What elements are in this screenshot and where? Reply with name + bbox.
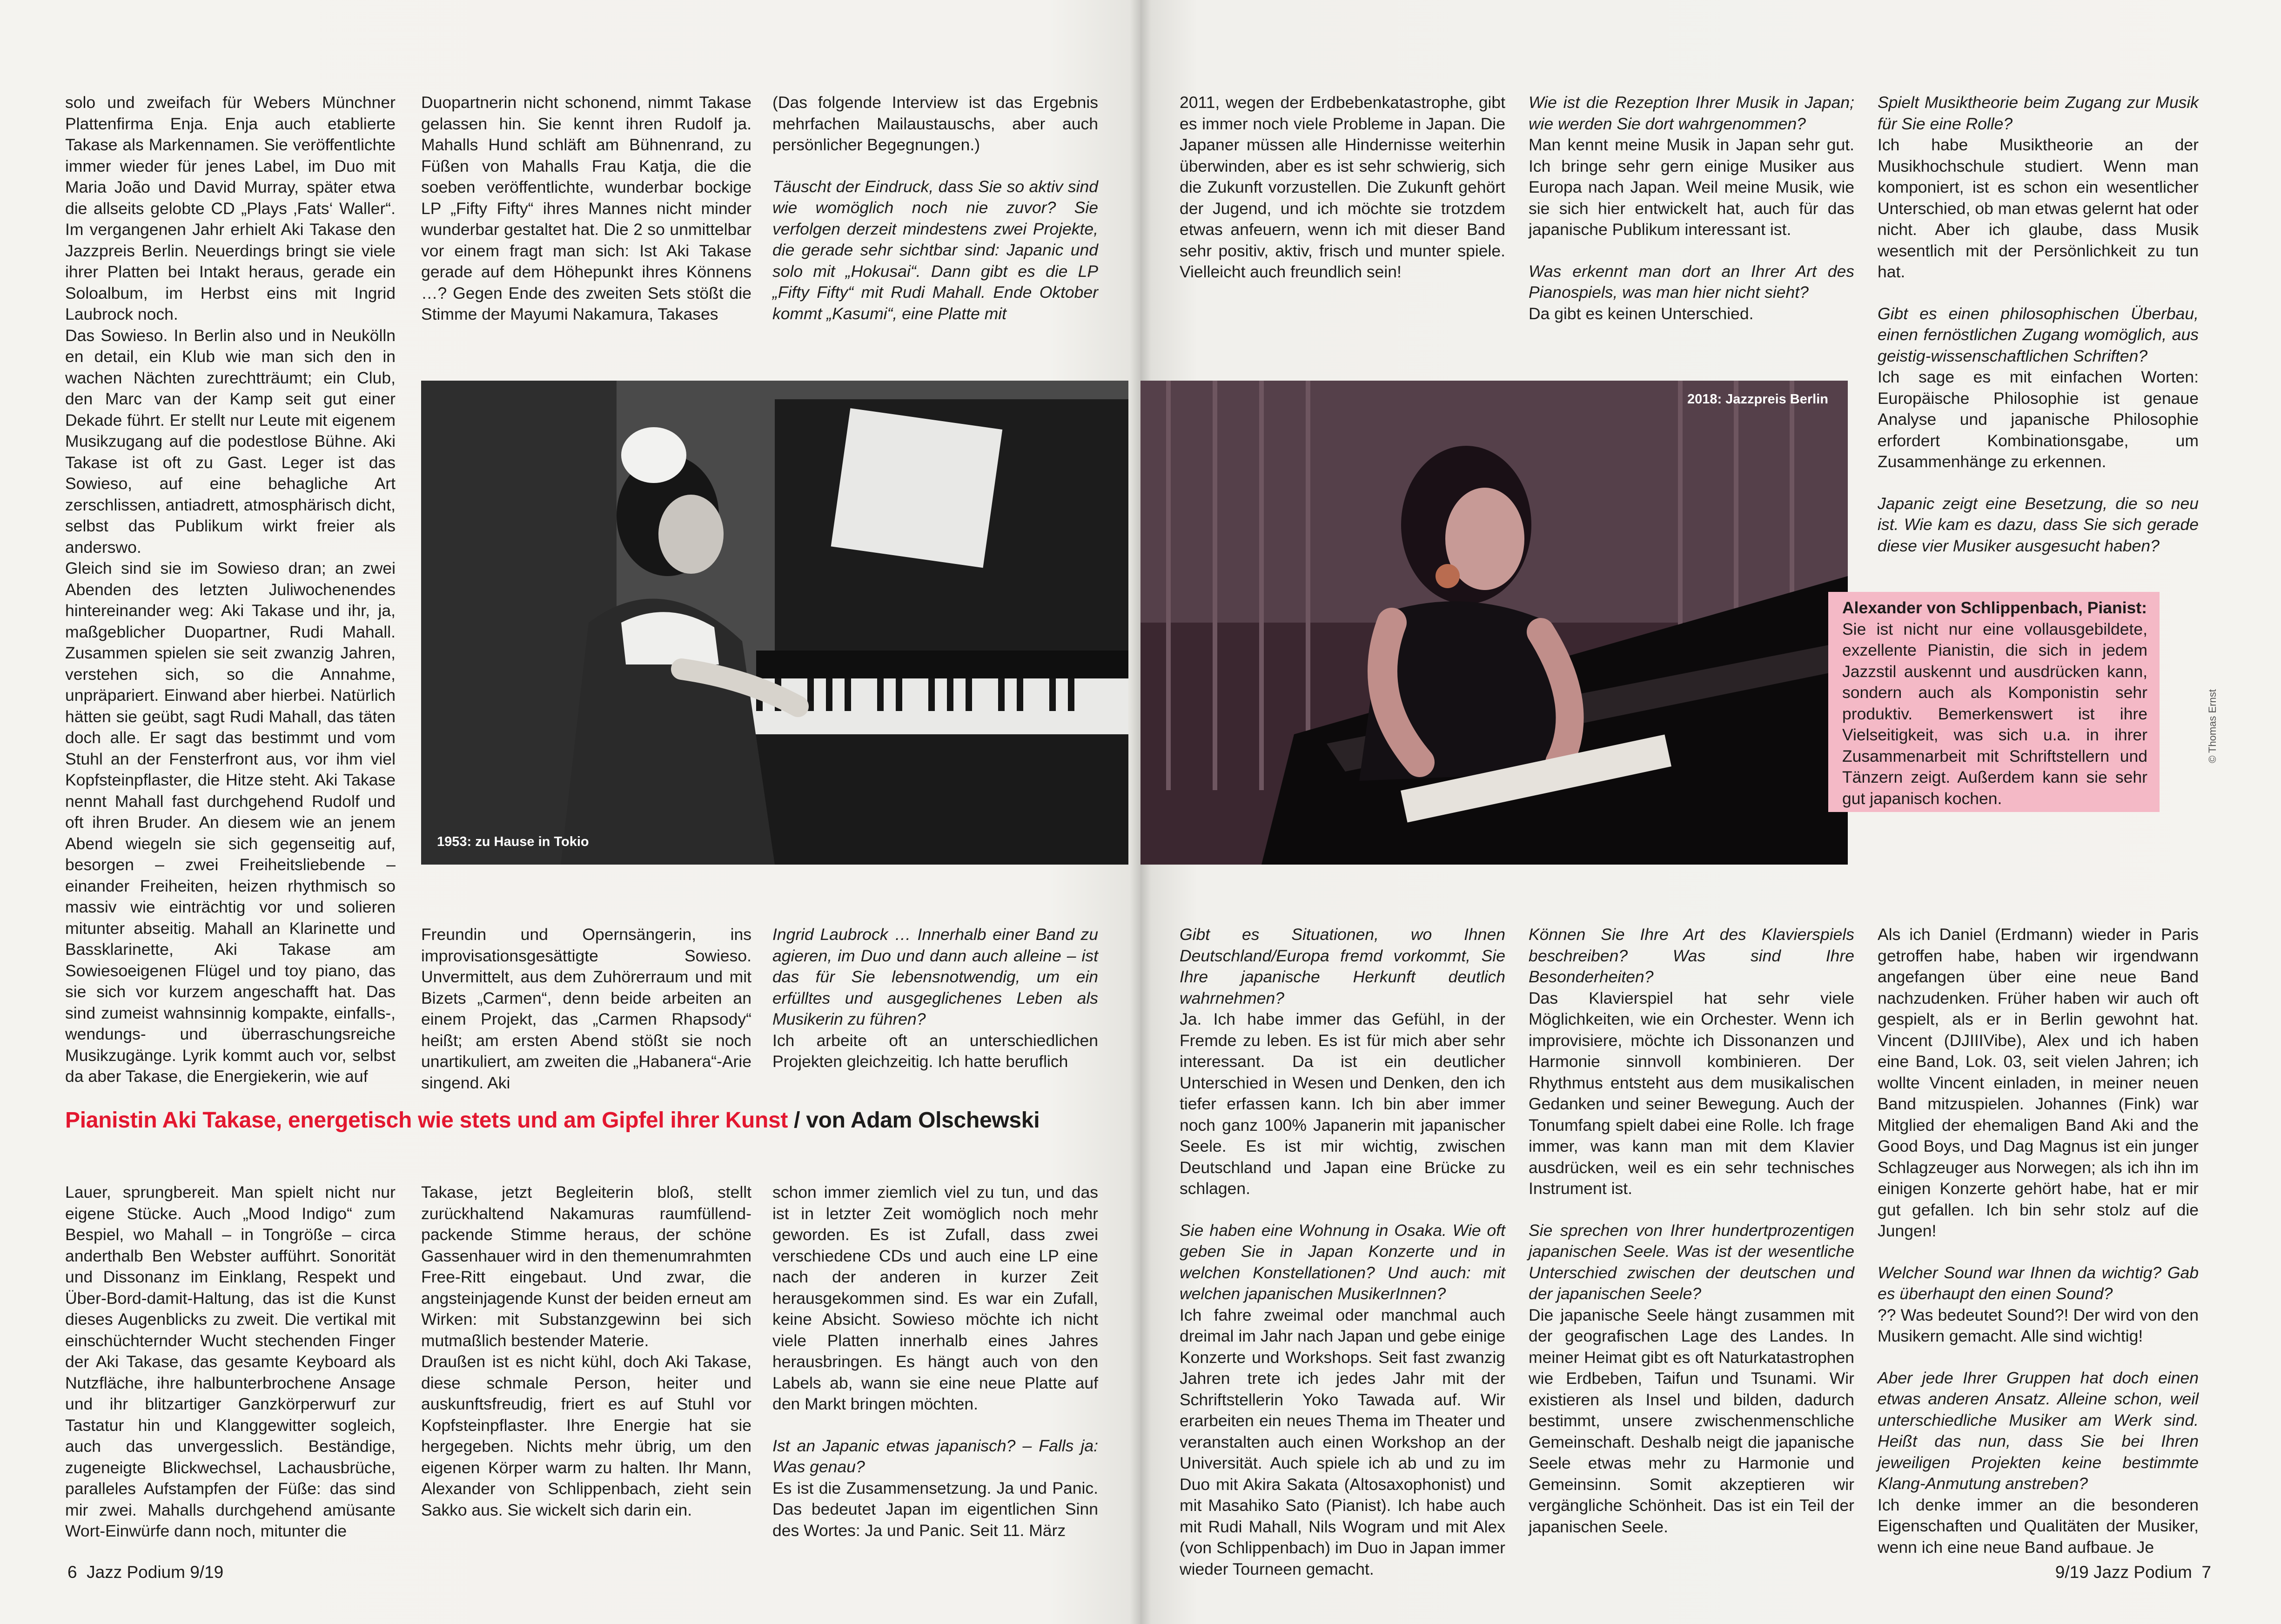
right-col6-top xyxy=(1878,92,2199,557)
interview-answer: Ich fahre zweimal oder manchmal auch dreimal im Jahr nach Japan und gebe einige Konzerte und Workshops. Seit fast zwanzig Jahren trete ich jedes Jahr mit der Schriftstellerin Yoko Tawada auf. Wir erarbeiten ein neues Thema im Theater und veranstalten auch einen Workshop an der Universität. Auch spiele ich ab und zu im Duo mit Akira Sakata (Altosaxophonist) und mit Masahiko Sato (Pianist). Ich habe auch mit Rudi Mahall, Nils Wogram und mit Alex (von Schlippenbach) im Duo in Japan immer wieder Tourneen gemacht. xyxy=(1180,1305,1505,1578)
quote-text: Sie ist nicht nur eine vollausgebildete, exzellente Pianistin, die sich in jedem Jazzstil auskennt und ausdrücken kann, sondern auch als Komponistin sehr produktiv. Bemerkenswert ist ihre Vielseitigkeit, was sich u.a. in ihrer Zusammenarbeit mit Schriftstellern und Tänzern zeigt. Außerdem kann sie sehr gut japanisch kochen. xyxy=(1842,619,2147,808)
interview-answer: ?? Was bedeutet Sound?! Der wird von den Musikern gemacht. Alle sind wichtig! xyxy=(1878,1305,2199,1345)
interview-answer: Ich sage es mit einfachen Worten: Europäische Philosophie ist genaue Analyse und japanische Philosophie erfordert Kombinationsgabe, um Zusammenhänge zu erkennen. xyxy=(1878,368,2199,471)
interview-question: Sie haben eine Wohnung in Osaka. Wie oft geben Sie in Japan Konzerte und in welchen Konstellationen? Und auch: mit welchen japanischen MusikerInnen? xyxy=(1180,1221,1505,1303)
right-col5-bottom xyxy=(1529,924,1854,1548)
left-col3-bottom xyxy=(772,1182,1098,1545)
interview-answer: 2011, wegen der Erdbebenkatastrophe, gibt es immer noch viele Probleme in Japan. Die Japaner müssen alle Hindernisse weiterhin überwinden, aber es ist sehr schwierig, sich die Zukunft vorzustellen. Die Zukunft gehört der Jugend, und ich möchte sie trotzdem etwas anfeuern, wenn ich mit dieser Band sehr positiv, aktiv, frisch und munter spiele. Vielleicht auch freundlich sein! xyxy=(1180,93,1505,281)
paragraph: Takase, jetzt Begleiterin bloß, stellt zurückhaltend Nakamuras raumfüllend-packende Stimme heraus, der schöne Gassenhauer wird in den themenumrahmten Free-Ritt eingebaut. Und zwar, die angsteinjagende Kunst der beiden erneut am Wirken: mit Substanzgewinn bei sich mutmaßlich bestender Materie. xyxy=(421,1183,751,1350)
interview-answer: Man kennt meine Musik in Japan sehr gut. Ich bringe sehr gern einige Musiker aus Europa nach Japan. Weil meine Musik, wie sie sich hier entwickelt hat, auch für das japanische Publikum interessant ist. xyxy=(1529,135,1854,239)
byline: von Adam Olschewski xyxy=(806,1108,1040,1133)
left-col1-top xyxy=(65,92,396,1086)
paragraph: solo und zweifach für Webers Münchner Plattenfirma Enja. Enja auch etablierte Takase als Markennamen. Sie veröffentlichte immer wieder für jenes Label, im Duo mit Maria João und David Murray, später etwa die allseits gelobte CD „Plays ‚Fats‘ Waller“. Im vergangenen Jahr erhielt Aki Takase den Jazzpreis Berlin. Neuerdings bringt sie viele ihrer Platten bei Intakt heraus, gerade ein Soloalbum, im Herbst eins mit Ingrid Laubrock noch. xyxy=(65,93,396,323)
interview-answer: Ich denke immer an die besonderen Eigenschaften und Qualitäten der Musiker, wenn ich eine neue Band aufbaue. Je xyxy=(1878,1495,2199,1557)
interview-question: Sie sprechen von Ihrer hundertprozentigen japanischen Seele. Was ist der wesentliche Unterschied zwischen der deutschen und der japanischen Seele? xyxy=(1529,1221,1854,1303)
interview-question: Gibt es Situationen, wo Ihnen Deutschland/Europa fremd vorkommt, Sie Ihre japanische Herkunft deutlich wahrnehmen? xyxy=(1180,925,1505,1007)
right-col5-top xyxy=(1529,92,1854,367)
interview-answer: Ich habe Musiktheorie an der Musikhochschule studiert. Wenn man komponiert, ist es schon ein wesentlicher Unterschied, ob man etwas gelernt hat oder nicht. Aber ich glaube, dass Musik wesentlich mit der Persönlichkeit zu tun hat. xyxy=(1878,135,2199,281)
right-col4-bottom xyxy=(1180,924,1505,1578)
interview-question: Welcher Sound war Ihnen da wichtig? Gab es überhaupt den einen Sound? xyxy=(1878,1263,2199,1303)
interview-answer: Als ich Daniel (Erdmann) wieder in Paris getroffen habe, haben wir irgendwann angefangen über eine neue Band nachzudenken. Früher haben wir auch oft gespielt, als er in Berlin gewohnt hat. Vincent (DJIIIVibe), Alex und ich haben eine Band, Lok. 03, seit vielen Jahren; ich wollte Vincent einladen, in meiner neuen Band mitzuspielen. Johannes (Fink) war Mitglied der ehemaligen Band Aki and the Good Boys, und Dag Magnus ist ein junger Schlagzeuger aus Norwegen; als ich ihn im einigen Konzerte gehört habe, hat er mir gut gefallen. Ich bin sehr stolz auf die Jungen! xyxy=(1878,925,2199,1240)
article-headline xyxy=(65,1107,1040,1133)
left-col1-bottom xyxy=(65,1182,396,1545)
interview-question: Spielt Musiktheorie beim Zugang zur Musik für Sie eine Rolle? xyxy=(1878,93,2199,133)
headline-title: Pianistin Aki Takase, energetisch wie stets und am Gipfel ihrer Kunst xyxy=(65,1108,788,1133)
interview-question: Japanic zeigt eine Besetzung, die so neu ist. Wie kam es dazu, dass Sie sich gerade diese vier Musiker ausgesucht haben? xyxy=(1878,494,2199,555)
quote-heading: Alexander von Schlippenbach, Pianist: xyxy=(1842,598,2147,617)
paragraph: Lauer, sprungbereit. Man spielt nicht nur eigene Stücke. Auch „Mood Indigo“ zum Bespiel, wo Mahall – in Tongröße – circa anderthalb Ben Webster aufführt. Sonorität und Dissonanz im Einklang, Respekt und Über-Bord-damit-Haltung, das ist die Kunst dieses Augenblicks zu zweit. Die vertikal mit einschüchternder Wucht stechenden Finger der Aki Takase, das gesamte Keyboard als Nutzfläche, ihre halbunterbrochene Ansage und ihr blitzartiger Ganzkörperwurf zur Tastatur hin und Klanggewitter sogleich, auch das unvergesslich. Beständige, zugeneigte Blickwechsel, Lachausbrüche, paralleles Aufstampfen der Füße: das sind mir zwei. Mahalls durchgehend amüsante Wort-Einwürfe dann noch, mitunter die xyxy=(65,1183,396,1540)
interview-question: Was erkennt man dort an Ihrer Art des Pianospiels, was man hier nicht sieht? xyxy=(1529,262,1854,302)
interview-answer: Ja. Ich habe immer das Gefühl, in der Fremde zu leben. Es ist für mich aber sehr interessant. Da ist ein deutlicher Unterschied in Wesen und Denken, den ich tiefer erfassen kann. Ich bin aber immer noch ganz 100% Japanerin mit japanischer Seele. Es ist mir wichtig, zwischen Deutschland und Japan eine Brücke zu schlagen. xyxy=(1180,1010,1505,1198)
photo-caption: 1953: zu Hause in Tokio xyxy=(437,834,589,849)
interview-question: Ist an Japanic etwas japanisch? – Falls ja: Was genau? xyxy=(772,1436,1098,1476)
interview-answer: Es ist die Zusammensetzung. Ja und Panic. Das bedeutet Japan im eigentlichen Sinn des Wortes: Ja und Panic. Seit 11. März xyxy=(772,1478,1098,1540)
left-col2-bottom xyxy=(421,1182,751,1545)
interview-answer: Das Klavierspiel hat sehr viele Möglichkeiten, wie ein Orchester. Wenn ich improvisiere, möchte ich Dissonanzen und Harmonie sinnvoll kombinieren. Der Rhythmus entsteht aus dem musikalischen Gedanken und seiner Bewegung. Auch der Tonumfang spielt dabei eine Rolle. Ich frage immer, was kann man mit dem Klavier ausdrücken, weil es ein sehr technisches Instrument ist. xyxy=(1529,988,1854,1198)
interview-answer: schon immer ziemlich viel zu tun, und das ist in letzter Zeit womöglich noch mehr geworden. Es ist Zufall, dass zwei verschiedene CDs und auch eine LP eine nach der anderen in kurzer Zeit herausgekommen sind. Es war ein Zufall, keine Absicht. Sowieso möchte ich nicht viele Platten innerhalb eines Jahres herausbringen. Es hängt auch von den Labels ab, wann sie eine neue Platte auf den Markt bringen möchten. xyxy=(772,1183,1098,1413)
left-col2-top xyxy=(421,92,751,367)
page-footer-right: 9/19 Jazz Podium 7 xyxy=(2055,1563,2211,1582)
interview-question: Wie ist die Rezeption Ihrer Musik in Japan; wie werden Sie dort wahrgenommen? xyxy=(1529,93,1854,133)
interview-question: Täuscht der Eindruck, dass Sie so aktiv sind wie womöglich noch nie zuvor? Sie verfolgen derzeit mindestens zwei Projekte, die gerade sehr sichtbar sind: Japanic und solo mit „Hokusai“. Dann gibt es die LP „Fifty Fifty“ mit Rudi Mahall. Ende Oktober kommt „Kasumi“, eine Platte mit xyxy=(772,177,1098,323)
headline-separator: / xyxy=(788,1108,806,1133)
interview-note: (Das folgende Interview ist das Ergebnis mehrfachen Mailaustauschs, aber auch persönlicher Begegnungen.) xyxy=(772,93,1098,154)
interview-answer: Da gibt es keinen Unterschied. xyxy=(1529,304,1754,323)
interview-question: Können Sie Ihre Art des Klavierspiels beschreiben? Was sind Ihre Besonderheiten? xyxy=(1529,925,1854,986)
interview-question: Ingrid Laubrock … Innerhalb einer Band zu agieren, im Duo und dann auch alleine – ist das für Sie lebensnotwendig, um ein erfülltes und ausgeglichenes Leben als Musikerin zu führen? xyxy=(772,925,1098,1028)
photo-caption: 2018: Jazzpreis Berlin xyxy=(1687,392,1828,407)
interview-question: Gibt es einen philosophischen Überbau, einen fernöstlichen Zugang womöglich, aus geistig-wissenschaftlichen Schriften? xyxy=(1878,304,2199,365)
paragraph: Das Sowieso. In Berlin also und in Neukölln en detail, ein Klub wie man sich den in wachen Nächten zurechtträumt; ein Club, den Marc van der Kamp seit gut einer Dekade führt. Er stellt nur Leute mit eigenem Musikzugang auf die podestlose Bühne. Aki Takase ist oft zu Gast. Leger ist das Sowieso, auf eine behagliche Art zerschlissen, antiadrett, atmosphärisch dicht, selbst das Publikum wirkt freier als anderswo. xyxy=(65,326,396,557)
paragraph: Gleich sind sie im Sowieso dran; an zwei Abenden des letzten Juliwochenendes hintereinander weg: Aki Takase und ihr, ja, maßgeblicher Duopartner, Rudi Mahall. Zusammen spielen sie seit zwanzig Jahren, verstehen sich, so die Annahme, unpräpariert. Einwand aber hierbei. Natürlich hätten sie geübt, sagt Rudi Mahall, das täten doch alle. Er sagt das bestimmt und vom Stuhl an der Fensterfront aus, vor ihm viel Kopfsteinpflaster, die Hitze steht. Aki Takase nennt Mahall fast durchgehend Rudolf und oft ihren Bruder. An diesem wie an jenem Abend wiegeln sie sich gegenseitig auf, besorgen – zwei Freiheitsliebende – einander Freiheiten, heizen rhythmisch so massiv wie einträchtig vor und solieren mitunter abseitig. Mahall an Klarinette und Bassklarinette, Aki Takase am Sowiesoeigenen Flügel und toy piano, das sie sich vor kurzem angeschafft hat. Das sind zumeist wahnsinnig kompakte, einfalls-, wendungs- und überraschungsreiche Musikzugänge. Lyrik kommt auch vor, selbst da aber Takase, die Energiekerin, wie auf xyxy=(65,559,396,1086)
paragraph: Draußen ist es nicht kühl, doch Aki Takase, diese schmale Person, heiter und auskunftsfreudig, friert es auf Stuhl vor Kopfsteinpflaster. Ihre Energie hat sie hergegeben. Nichts mehr übrig, um den eigenen Körper warm zu halten. Ihr Mann, Alexander von Schlippenbach, zieht sein Sakko aus. Sie wickelt sich darin ein. xyxy=(421,1352,751,1519)
photo-child-piano-illustration xyxy=(421,381,1128,865)
right-col6-bottom xyxy=(1878,924,2199,1557)
left-col2-mid xyxy=(421,924,751,1092)
right-col4-top xyxy=(1180,92,1505,367)
paragraph: Duopartnerin nicht schonend, nimmt Takase gelassen hin. Sie kennt ihren Rudolf ja. Mahalls Hund schläft am Bühnenrand, zu Füßen von Mahalls Frau Katja, die die soeben veröffentlichte, wunderbar bockige LP „Fifty Fifty“ ihres Mannes nicht minder wunderbar gestaltet hat. Die 2 so unmittelbar vor einem fragt man sich: Ist Aki Takase gerade auf dem Höhepunkt ihres Könnens …? Gegen Ende des zweiten Sets stößt die Stimme der Mayumi Nakamura, Takases xyxy=(421,93,751,323)
paragraph: Freundin und Opernsängerin, ins improvisationsgesättigte Sowieso. Unvermittelt, aus dem Zuhörerraum und mit Bizets „Carmen“, denn beide arbeiten an einem Projekt, das „Carmen Rhapsody“ heißt; am ersten Abend stößt sie noch unartikuliert, am zweiten die „Habanera“-Arie singend. Aki xyxy=(421,925,751,1092)
quote-box xyxy=(1828,592,2160,812)
interview-question: Aber jede Ihrer Gruppen hat doch einen etwas anderen Ansatz. Alleine schon, weil unterschiedliche Musiker am Werk sind. Heißt das nun, dass Sie bei Ihren jeweiligen Projekten keine bestimmte Klang-Anmutung anstreben? xyxy=(1878,1368,2199,1493)
photo-concert-illustration xyxy=(1140,381,1848,865)
photo-credit: © Thomas Ernst xyxy=(2207,689,2218,763)
interview-answer: Die japanische Seele hängt zusammen mit der geografischen Lage des Landes. In meiner Heimat gibt es oft Naturkatastrophen wie Erdbeben, Taifun und Tsunami. Wir existieren als Insel und bilden, dadurch bestimmt, unsere zwischenmenschliche Gemeinschaft. Deshalb neigt die japanische Seele etwas mehr zu Harmonie und Gemeinsinn. Somit akzeptieren wir vergängliche Schönheit. Das ist ein Teil der japanischen Seele. xyxy=(1529,1305,1854,1536)
photo-child-piano xyxy=(421,381,1128,865)
interview-answer: Ich arbeite oft an unterschiedlichen Projekten gleichzeitig. Ich hatte beruflich xyxy=(772,1031,1098,1071)
left-col3-top xyxy=(772,92,1098,367)
left-col3-mid xyxy=(772,924,1098,1078)
page-footer-left: 6 Jazz Podium 9/19 xyxy=(67,1563,224,1582)
photo-concert-piano xyxy=(1140,381,1848,865)
